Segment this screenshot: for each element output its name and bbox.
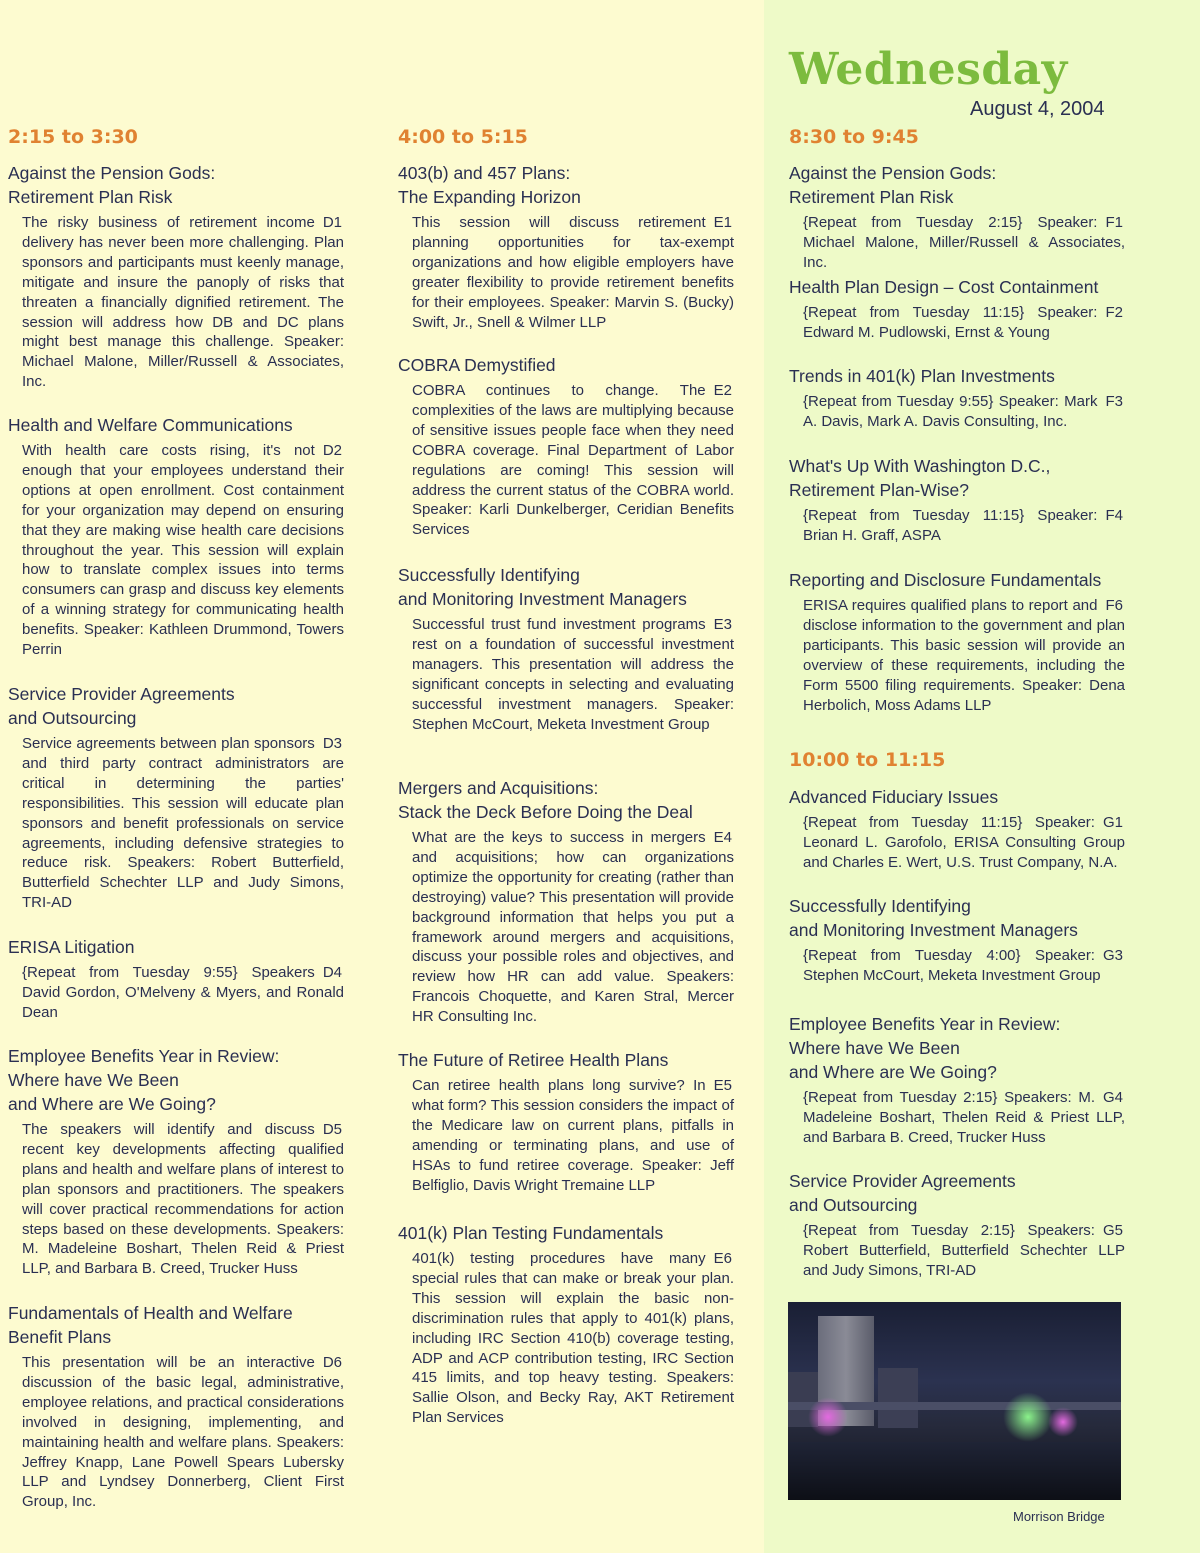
session-title: 401(k) Plan Testing Fundamentals [398,1223,664,1243]
session-description: Can retiree health plans long survive? In what form? This session considers the impact of the Medicare law on current plans, pitfalls in amending or terminating plans, and use of HSAs to fund retiree coverage. Speaker: Jeff Belfiglio, Davis Wright Tremaine LLP [412,1077,734,1194]
session-description: {Repeat from Tuesday 2:15} Speakers: Robert Butterfield, Butterfield Schechter LLP and Judy Simons, TRI-AD [803,1222,1125,1279]
session-g4 [789,1012,1125,1148]
session-description: This presentation will be an interactive discussion of the basic legal, administrative, employee relations, and practical considerations involved in designing, implementing, and maintaining health and welfare plans. Speakers: Jeffrey Knapp, Lane Powell Spears Lubersky LLP and Lyndsey Donnerberg, Client First Group, Inc. [22,1354,344,1511]
session-e3 [398,563,734,734]
session-description: {Repeat from Tuesday 9:55} Speakers David Gordon, O'Melveny & Myers, and Ronald Dean [22,964,344,1021]
session-f3 [789,364,1125,432]
session-description: {Repeat from Tuesday 2:15} Speakers: M. Madeleine Boshart, Thelen Reid & Priest LLP, and Barbara B. Creed, Trucker Huss [803,1089,1125,1146]
session-f6 [789,568,1125,715]
session-title: Reporting and Disclosure Fundamentals [789,570,1102,590]
bridge-light [1003,1392,1053,1442]
session-e4 [398,776,734,1027]
day-date: August 4, 2004 [970,98,1105,120]
session-e1 [398,161,734,332]
session-e6 [398,1221,734,1428]
session-title: Against the Pension Gods: Retirement Plan Risk [789,163,997,207]
session-f2 [789,275,1125,343]
session-code: D2 [322,442,342,459]
session-code: D1 [322,214,342,231]
time-slot: 8:30 to 9:45 [789,126,919,148]
session-title: ERISA Litigation [8,937,135,957]
session-d3 [8,682,344,913]
session-title: Advanced Fiduciary Issues [789,787,999,807]
session-code: E4 [713,829,732,846]
session-title: Health Plan Design – Cost Containment [789,277,1099,297]
time-slot: 10:00 to 11:15 [789,749,946,771]
session-code: G3 [1102,947,1123,964]
session-description: Service agreements between plan sponsors and third party contract administrators are critical in determining the parties' responsibilities. This session will educate plan sponsors and benefit professionals on service agreements, including defensive strategies to reduce risk. Speakers: Robert Butterfield, Butterfield Schechter LLP and Judy Simons, TRI-AD [22,735,344,912]
session-g1 [789,785,1125,873]
session-code: G5 [1102,1222,1123,1239]
session-code: E5 [713,1077,732,1094]
session-code: F1 [1105,214,1123,231]
morrison-bridge-photo [788,1302,1121,1500]
session-description: {Repeat from Tuesday 11:15} Speaker: Leonard L. Garofolo, ERISA Consulting Group and Charles E. Wert, U.S. Trust Company, N.A. [803,814,1125,871]
session-code: G4 [1102,1089,1123,1106]
session-description: {Repeat from Tuesday 2:15} Speaker: Michael Malone, Miller/Russell & Associates, Inc. [803,214,1125,271]
session-code: F2 [1105,304,1123,321]
session-title: Service Provider Agreements and Outsourcing [789,1171,1016,1215]
session-code: E1 [713,214,732,231]
session-code: D4 [322,964,342,981]
session-description: This session will discuss retirement planning opportunities for tax-exempt organizations and how eligible employers have greater flexibility to provide retirement benefits for their employees. Speaker: Marvin S. (Bucky) Swift, Jr., Snell & Wilmer LLP [412,214,734,331]
session-title: COBRA Demystified [398,355,556,375]
session-title: Employee Benefits Year in Review: Where have We Been and Where are We Going? [789,1014,1061,1082]
session-description: {Repeat from Tuesday 4:00} Speaker: Stephen McCourt, Meketa Investment Group [803,947,1101,984]
session-e5 [398,1048,734,1195]
session-f4 [789,454,1125,546]
session-title: Successfully Identifying and Monitoring Investment Managers [789,896,1078,940]
bridge-light [1048,1407,1078,1437]
session-title: Health and Welfare Communications [8,415,293,435]
session-code: G1 [1102,814,1123,831]
river-water [788,1442,1121,1500]
session-code: F3 [1105,393,1123,410]
day-title: Wednesday [789,44,1068,95]
session-title: The Future of Retiree Health Plans [398,1050,669,1070]
session-code: F6 [1105,597,1123,614]
session-description: The risky business of retirement income delivery has never been more challenging. Plan sponsors and participants must keenly manage, mitigate and insure the panoply of risks that threaten a financially dignified retirement. The session will address how DB and DC plans might best manage this challenge. Speaker: Michael Malone, Miller/Russell & Associates, Inc. [22,214,344,391]
session-code: D6 [322,1354,342,1371]
session-description: With health care costs rising, it's not enough that your employees understand their options at open enrollment. Cost containment for your organization may depend on ensuring that they are making wise health care decisions throughout the year. This session will explain how to translate complex issues into terms consumers can grasp and discuss key elements of a winning strategy for communicating health benefits. Speaker: Kathleen Drummond, Towers Perrin [22,442,344,659]
session-title: Against the Pension Gods: Retirement Plan Risk [8,163,216,207]
session-code: E3 [713,616,732,633]
session-f1 [789,161,1125,273]
session-description: COBRA continues to change. The complexities of the laws are multiplying because of sensitive issues people face when they need COBRA coverage. Final Department of Labor regulations are coming! This session will address the current status of the COBRA world. Speaker: Karli Dunkelberger, Ceridian Benefits Services [412,382,734,539]
session-code: D3 [322,735,342,752]
photo-caption: Morrison Bridge [1013,1509,1105,1524]
session-d1 [8,161,344,392]
time-slot: 2:15 to 3:30 [8,126,138,148]
session-code: E2 [713,382,732,399]
session-e2 [398,353,734,540]
session-description: {Repeat from Tuesday 11:15} Speaker: Brian H. Graff, ASPA [803,507,1098,544]
session-d2 [8,413,344,660]
session-title: Successfully Identifying and Monitoring Investment Managers [398,565,687,609]
building [878,1368,918,1428]
session-description: The speakers will identify and discuss recent key developments affecting qualified plans and health and welfare plans of interest to plan sponsors and practitioners. The speakers will cover practical recommendations for action steps based on these developments. Speakers: M. Madeleine Boshart, Thelen Reid & Priest LLP, and Barbara B. Creed, Trucker Huss [22,1121,344,1278]
session-g3 [789,894,1125,986]
session-description: {Repeat from Tuesday 11:15} Speaker: Edward M. Pudlowski, Ernst & Young [803,304,1098,341]
session-description: Successful trust fund investment programs rest on a foundation of successful investment managers. This presentation will address the significant concepts in selecting and evaluating successful investment managers. Speaker: Stephen McCourt, Meketa Investment Group [412,616,734,733]
session-title: Service Provider Agreements and Outsourcing [8,684,235,728]
session-d6 [8,1301,344,1512]
session-title: Trends in 401(k) Plan Investments [789,366,1055,386]
session-d5 [8,1044,344,1279]
session-title: What's Up With Washington D.C., Retirement Plan-Wise? [789,456,1051,500]
session-code: E6 [713,1250,732,1267]
time-slot: 4:00 to 5:15 [398,126,528,148]
session-description: {Repeat from Tuesday 9:55} Speaker: Mark A. Davis, Mark A. Davis Consulting, Inc. [803,393,1098,430]
session-g5 [789,1169,1125,1281]
session-description: What are the keys to success in mergers and acquisitions; how can organizations optimize the opportunity for creating (rather than destroying) value? This presentation will provide background information that helps you put a framework around mergers and acquisitions, discuss your possible roles and objectives, and review how HR can add value. Speakers: Francois Choquette, and Karen Stral, Mercer HR Consulting Inc. [412,829,734,1026]
session-title: Fundamentals of Health and Welfare Benefit Plans [8,1303,293,1347]
session-code: F4 [1105,507,1123,524]
bridge-light [808,1397,848,1437]
session-description: ERISA requires qualified plans to report and disclose information to the government and plan participants. This basic session will provide an overview of these requirements, including the Form 5500 filing requirements. Speaker: Dena Herbolich, Moss Adams LLP [803,597,1125,714]
session-code: D5 [322,1121,342,1138]
session-title: Mergers and Acquisitions: Stack the Deck Before Doing the Deal [398,778,693,822]
session-title: 403(b) and 457 Plans: The Expanding Horizon [398,163,581,207]
session-description: 401(k) testing procedures have many special rules that can make or break your plan. This session will explain the basic non-discrimination rules that apply to 401(k) plans, including IRC Section 410(b) coverage testing, ADP and ACP contribution testing, IRC Section 415 limits, and top heavy testing. Speakers: Sallie Olson, and Becky Ray, AKT Retirement Plan Services [412,1250,734,1427]
session-title: Employee Benefits Year in Review: Where have We Been and Where are We Going? [8,1046,280,1114]
session-d4 [8,935,344,1023]
